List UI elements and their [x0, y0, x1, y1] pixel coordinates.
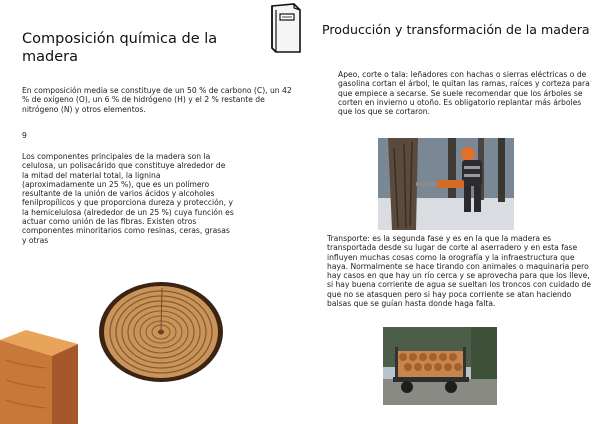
lumberjack-chainsaw-photo — [378, 138, 514, 230]
wood-block-image — [0, 330, 78, 424]
log-truck-photo — [383, 327, 497, 405]
footnote-number: 9 — [22, 131, 27, 140]
wood-cross-section-image — [96, 280, 226, 384]
felling-paragraph: Apeo, corte o tala: leñadores con hachas o sierras eléctricas o de gasolina cortan el árbol, le quitan las ramas, raíces y corteza para que empiece a secarse. Se suele recomendar que los árboles se corten en invierno u otoño. Es obligatorio replantar más árboles que los que se cortaron. — [338, 70, 590, 117]
book-icon — [268, 2, 304, 54]
page-title-right: Producción y transformación de la madera — [322, 22, 590, 37]
chemical-composition-paragraph: En composición media se constituye de un 50 % de carbono (C), un 42 % de oxígeno (O), un 6 % de hidrógeno (H) y el 2 % restante de nitrógeno (N) y otros elementos. — [22, 86, 292, 114]
page-title-left: Composición química de la madera — [22, 31, 218, 65]
main-components-paragraph: Los componentes principales de la madera son la celulosa, un polisacárido que constituye alrededor de la mitad del material total, la lignina (aproximadamente un 25 %), que es un polímero resultante de la unión de varios ácidos y alcoholes fenilpropílicos y que proporciona dureza y protección, y la hemicelulosa (alrededor de un 25 %) cuya función es actuar como unión de las fibras. Existen otros componentes minoritarios como resinas, ceras, grasas y otras — [22, 152, 234, 245]
transport-paragraph: Transporte: es la segunda fase y es en la que la madera es transportada desde su lugar de corte al aserradero y en esta fase influyen muchas cosas como la orografía y la infraestructura que haya. Normalmente se hace tirando con animales o maquinaria pero hay casos en que hay un río cerca y se aprovecha para que los lleve, si hay buena corriente de agua se sueltan los troncos con cuidado de que no se atasquen pero si hay poca corriente se atan haciendo balsas que se guían hasta donde haga falta. — [327, 234, 592, 309]
